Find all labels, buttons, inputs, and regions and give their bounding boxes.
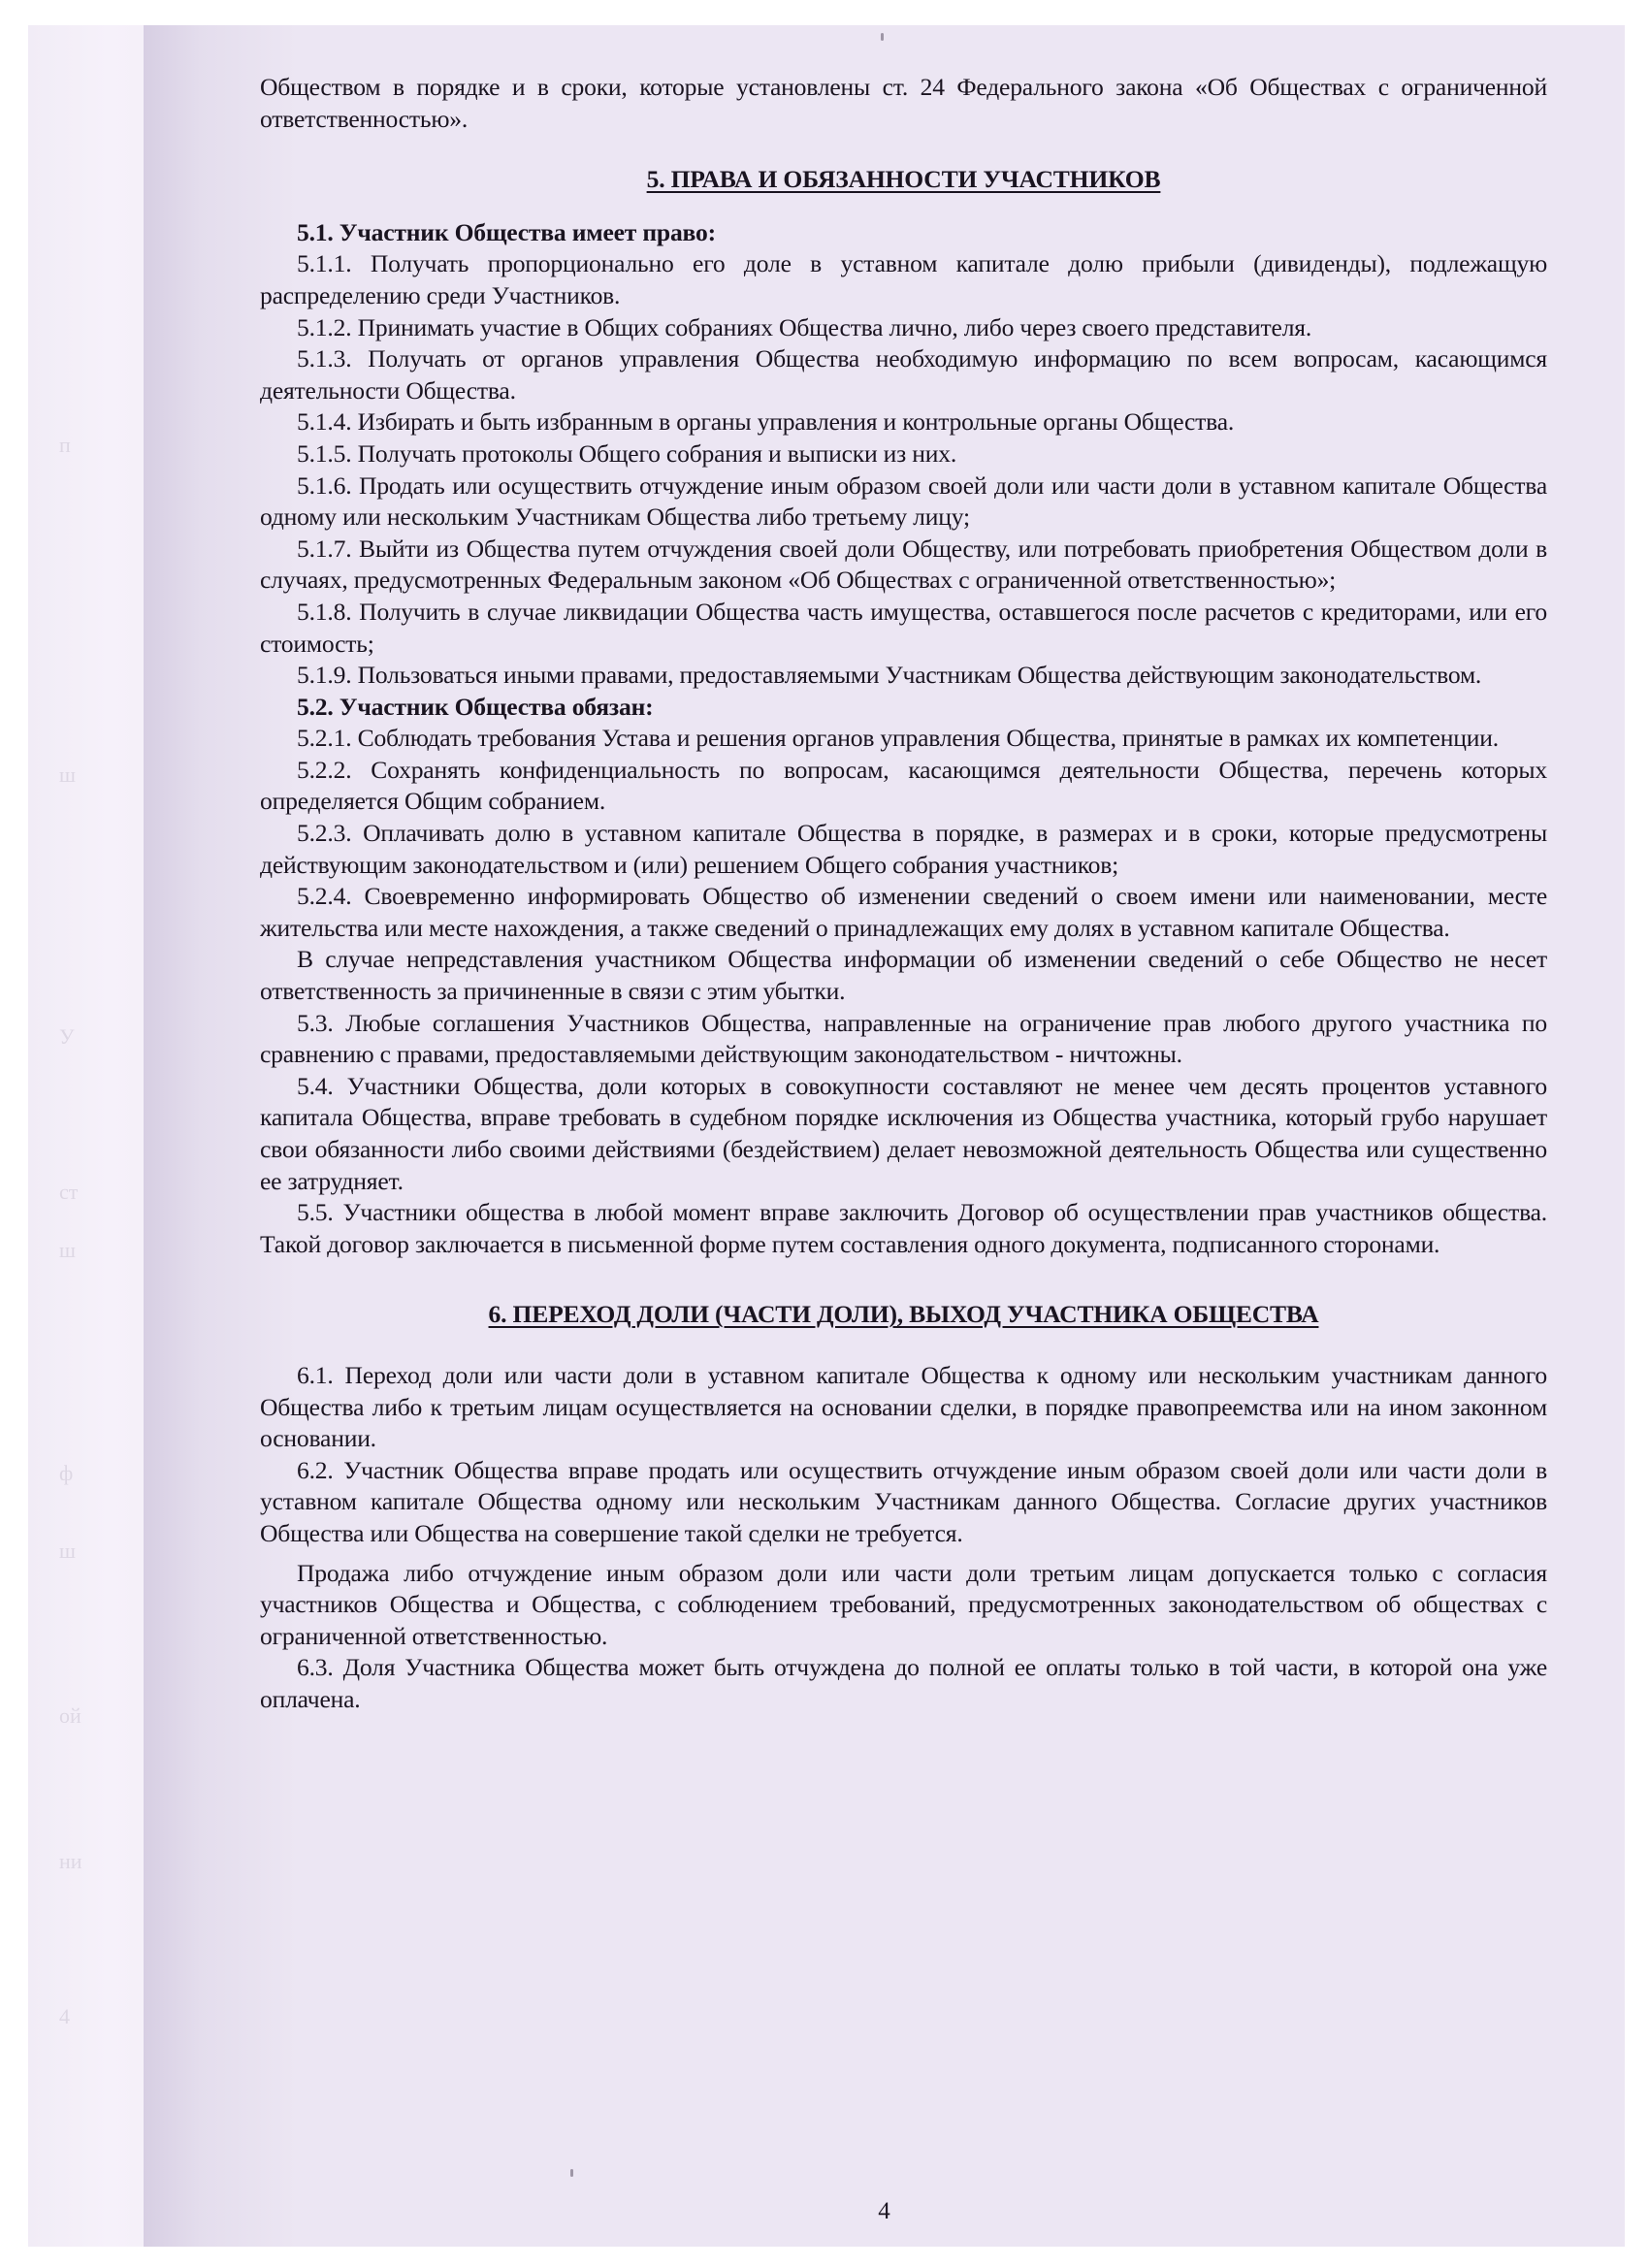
bleed-through-glyph: 4: [59, 2004, 70, 2028]
scan-speck: [570, 2169, 573, 2177]
rights-subheading: 5.1. Участник Общества имеет право:: [297, 217, 716, 246]
duties-subheading: 5.2. Участник Общества обязан:: [297, 692, 654, 721]
clause-5-1-3: 5.1.3. Получать от органов управления Общества необходимую информацию по всем вопросам, касающимся деятельности Общества.: [260, 344, 1547, 405]
section-5-heading: 5. ПРАВА И ОБЯЗАННОСТИ УЧАСТНИКОВ: [646, 165, 1161, 194]
clause-5-2-1: 5.2.1. Соблюдать требования Устава и решения органов управления Общества, принятые в рамках их компетенции.: [297, 724, 1499, 753]
paragraph-gap: [260, 1550, 1547, 1558]
bleed-through-glyph: ш: [59, 1539, 76, 1563]
clause-5-1-1: 5.1.1. Получать пропорционально его доле в уставном капитале долю прибыли (дивиденды), подлежащую распределению среди Участников.: [260, 249, 1547, 309]
document-page: [144, 25, 1625, 2247]
page-content: [260, 72, 1547, 1716]
bleed-through-glyph: ш: [59, 762, 76, 787]
bleed-through-glyph: У: [59, 1024, 75, 1049]
clause-5-2-2: 5.2.2. Сохранять конфиденциальность по вопросам, касающимся деятельности Общества, перечень которых определяется Общим собранием.: [260, 755, 1547, 816]
bleed-through-glyph: ой: [59, 1703, 81, 1728]
clause-5-1-7: 5.1.7. Выйти из Общества путем отчуждения своей доли Обществу, или потребовать приобретения Обществом доли в случаях, предусмотренных Федеральным законом «Об Обществах с ограниченной ответственностью»;: [260, 534, 1547, 595]
bleed-through-glyph: ни: [59, 1849, 82, 1873]
page-number: 4: [878, 2198, 890, 2224]
clause-5-5: 5.5. Участники общества в любой момент вправе заключить Договор об осуществлении прав участников общества. Такой договор заключается в письменной форме путем составления одного документа, подписанного сторонами.: [260, 1198, 1547, 1258]
bleed-through-glyph: ст: [59, 1180, 79, 1204]
clause-5-1-9: 5.1.9. Пользоваться иными правами, предоставляемыми Участникам Общества действующим законодательством.: [297, 661, 1482, 690]
clause-5-2-4: 5.2.4. Своевременно информировать Общество об изменении сведений о своем имени или наименовании, месте жительства или месте нахождения, а также сведений о принадлежащих ему долях в уставном капитале Общества.: [260, 882, 1547, 942]
section-6-heading: 6. ПЕРЕХОД ДОЛИ (ЧАСТИ ДОЛИ), ВЫХОД УЧАСТНИКА ОБЩЕСТВА: [488, 1300, 1319, 1329]
bleed-through-glyph: ф: [59, 1461, 74, 1485]
clause-5-1-2: 5.1.2. Принимать участие в Общих собраниях Общества лично, либо через своего представителя.: [297, 312, 1312, 341]
clause-5-1-6: 5.1.6. Продать или осуществить отчуждение иным образом своей доли или части доли в уставном капитале Общества одному или нескольким Участникам Общества либо третьему лицу;: [260, 470, 1547, 532]
clause-6-1: 6.1. Переход доли или части доли в уставном капитале Общества к одному или нескольким участникам данного Общества либо к третьим лицам осуществляется на основании сделки, в порядке правопреемства или на ином законном основании.: [260, 1360, 1547, 1453]
intro-paragraph: Обществом в порядке и в сроки, которые установлены ст. 24 Федерального закона «Об Обществах с ограниченной ответственностью».: [260, 73, 1547, 133]
clause-6-2: 6.2. Участник Общества вправе продать или осуществить отчуждение иным образом своей доли или части доли в уставном капитале Общества одному или нескольким Участникам данного Общества. Согласие других участников Общества или Общества на совершение такой сделки не требуется.: [260, 1455, 1547, 1547]
bleed-through-glyph: п: [59, 433, 71, 457]
scan-speck: [881, 33, 884, 41]
clause-5-3: 5.3. Любые соглашения Участников Общества, направленные на ограничение прав любого другого участника по сравнению с правами, предоставляемыми действующим законодательством - ничтожны.: [260, 1008, 1547, 1069]
clause-5-1-4: 5.1.4. Избирать и быть избранным в органы управления и контрольные органы Общества.: [297, 407, 1235, 437]
clause-5-1-5: 5.1.5. Получать протоколы Общего собрания и выписки из них.: [297, 438, 957, 468]
clause-6-2-sale: Продажа либо отчуждение иным образом доли или части доли третьим лицам допускается только с согласия участников Общества и Общества, с соблюдением требований, предусмотренных законодательством об обществах с ограниченной ответственностью.: [260, 1558, 1547, 1650]
clause-6-3: 6.3. Доля Участника Общества может быть отчуждена до полной ее оплаты только в той части, в которой она уже оплачена.: [260, 1653, 1547, 1713]
clause-5-4: 5.4. Участники Общества, доли которых в совокупности составляют не менее чем десять процентов уставного капитала Общества, вправе требовать в судебном порядке исключения из Общества участника, который грубо нарушает свои обязанности либо своими действиями (бездействием) делает невозможной деятельность Общества или существенно ее затрудняет.: [260, 1071, 1547, 1195]
clause-5-1-8: 5.1.8. Получить в случае ликвидации Общества часть имущества, оставшегося после расчетов с кредиторами, или его стоимость;: [260, 597, 1547, 658]
clause-5-2-note: В случае непредставления участником Общества информации об изменении сведений о себе Общество не несет ответственность за причиненные в связи с этим убытки.: [260, 945, 1547, 1006]
bleed-through-glyph: ш: [59, 1238, 76, 1262]
clause-5-2-3: 5.2.3. Оплачивать долю в уставном капитале Общества в порядке, в размерах и в сроки, которые предусмотрены действующим законодательством и (или) решением Общего собрания участников;: [260, 819, 1547, 879]
